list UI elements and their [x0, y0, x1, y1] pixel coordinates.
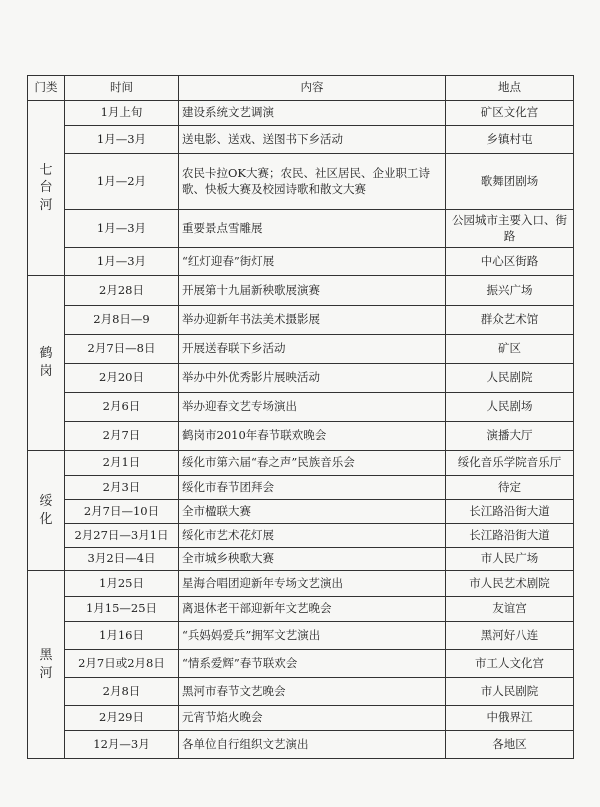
- venue-cell: 群众艺术馆: [446, 306, 574, 335]
- table-row: [28, 650, 574, 678]
- content-cell: 绥化市艺术花灯展: [179, 524, 446, 548]
- venue-cell: 黑河好八连: [446, 622, 574, 650]
- header-content: 内容: [179, 76, 446, 101]
- table-row: [28, 731, 574, 759]
- venue-cell: 市工人文化宫: [446, 650, 574, 678]
- time-cell: 1月—3月: [65, 126, 179, 154]
- time-cell: 2月6日: [65, 393, 179, 422]
- content-cell: 开展第十九届新秧歌展演赛: [179, 276, 446, 306]
- table-row: [28, 210, 574, 248]
- content-cell: 离退休老干部迎新年文艺晚会: [179, 597, 446, 622]
- table-row: [28, 335, 574, 364]
- content-cell: 举办迎春文艺专场演出: [179, 393, 446, 422]
- time-cell: 2月7日—10日: [65, 500, 179, 524]
- table-row: [28, 597, 574, 622]
- time-cell: 2月1日: [65, 451, 179, 476]
- time-cell: 1月15—25日: [65, 597, 179, 622]
- header-venue: 地点: [446, 76, 574, 101]
- time-cell: 1月上旬: [65, 101, 179, 126]
- content-cell: 农民卡拉OK大赛；农民、社区居民、企业职工诗歌、快板大赛及校园诗歌和散文大赛: [179, 154, 446, 210]
- time-cell: 2月20日: [65, 364, 179, 393]
- venue-cell: 各地区: [446, 731, 574, 759]
- time-cell: 2月29日: [65, 706, 179, 731]
- content-cell: 举办迎新年书法美术摄影展: [179, 306, 446, 335]
- table-row: [28, 571, 574, 597]
- time-cell: 2月7日—8日: [65, 335, 179, 364]
- time-cell: 12月—3月: [65, 731, 179, 759]
- table-body: [28, 101, 574, 759]
- table-row: [28, 622, 574, 650]
- table-row: [28, 422, 574, 451]
- content-cell: 绥化市第六届“春之声”民族音乐会: [179, 451, 446, 476]
- table-row: [28, 393, 574, 422]
- table-row: [28, 524, 574, 548]
- venue-cell: 待定: [446, 476, 574, 500]
- venue-cell: 人民剧院: [446, 364, 574, 393]
- venue-cell: 演播大厅: [446, 422, 574, 451]
- venue-cell: 绥化音乐学院音乐厅: [446, 451, 574, 476]
- table-row: [28, 306, 574, 335]
- venue-cell: 市人民艺术剧院: [446, 571, 574, 597]
- header-category: 门类: [28, 76, 65, 101]
- time-cell: 3月2日—4日: [65, 548, 179, 571]
- table-row: [28, 451, 574, 476]
- category-cell: 黑河: [28, 571, 65, 759]
- content-cell: 黑河市春节文艺晚会: [179, 678, 446, 706]
- time-cell: 2月8日: [65, 678, 179, 706]
- content-cell: 星海合唱团迎新年专场文艺演出: [179, 571, 446, 597]
- table-row: [28, 548, 574, 571]
- content-cell: 全市城乡秧歌大赛: [179, 548, 446, 571]
- venue-cell: 中俄界江: [446, 706, 574, 731]
- content-cell: 各单位自行组织文艺演出: [179, 731, 446, 759]
- venue-cell: 市人民广场: [446, 548, 574, 571]
- time-cell: 2月28日: [65, 276, 179, 306]
- header-row: [28, 76, 574, 101]
- time-cell: 1月25日: [65, 571, 179, 597]
- table-row: [28, 101, 574, 126]
- venue-cell: 市人民剧院: [446, 678, 574, 706]
- time-cell: 1月—3月: [65, 248, 179, 276]
- category-cell: 绥化: [28, 451, 65, 571]
- venue-cell: 矿区: [446, 335, 574, 364]
- table-row: [28, 276, 574, 306]
- venue-cell: 振兴广场: [446, 276, 574, 306]
- time-cell: 2月3日: [65, 476, 179, 500]
- content-cell: 全市楹联大赛: [179, 500, 446, 524]
- venue-cell: 歌舞团剧场: [446, 154, 574, 210]
- table-row: [28, 126, 574, 154]
- venue-cell: 公园城市主要入口、街路: [446, 210, 574, 248]
- category-cell: 七台河: [28, 101, 65, 276]
- content-cell: 建设系统文艺调演: [179, 101, 446, 126]
- content-cell: “情系爱辉”春节联欢会: [179, 650, 446, 678]
- content-cell: 元宵节焰火晚会: [179, 706, 446, 731]
- content-cell: 举办中外优秀影片展映活动: [179, 364, 446, 393]
- header-time: 时间: [65, 76, 179, 101]
- table-row: [28, 248, 574, 276]
- time-cell: 2月7日: [65, 422, 179, 451]
- content-cell: 绥化市春节团拜会: [179, 476, 446, 500]
- table-row: [28, 364, 574, 393]
- venue-cell: 人民剧场: [446, 393, 574, 422]
- table-row: [28, 154, 574, 210]
- content-cell: 开展送春联下乡活动: [179, 335, 446, 364]
- category-cell: 鹤岗: [28, 276, 65, 451]
- venue-cell: 矿区文化宫: [446, 101, 574, 126]
- schedule-table: [27, 75, 574, 759]
- content-cell: 鹤岗市2010年春节联欢晚会: [179, 422, 446, 451]
- venue-cell: 友谊宫: [446, 597, 574, 622]
- content-cell: “红灯迎春”街灯展: [179, 248, 446, 276]
- table-row: [28, 678, 574, 706]
- time-cell: 2月27日—3月1日: [65, 524, 179, 548]
- time-cell: 2月8日—9: [65, 306, 179, 335]
- table-row: [28, 706, 574, 731]
- content-cell: “兵妈妈爱兵”拥军文艺演出: [179, 622, 446, 650]
- time-cell: 1月16日: [65, 622, 179, 650]
- time-cell: 1月—3月: [65, 210, 179, 248]
- venue-cell: 长江路沿街大道: [446, 524, 574, 548]
- venue-cell: 长江路沿街大道: [446, 500, 574, 524]
- venue-cell: 乡镇村屯: [446, 126, 574, 154]
- time-cell: 1月—2月: [65, 154, 179, 210]
- table-row: [28, 500, 574, 524]
- content-cell: 送电影、送戏、送图书下乡活动: [179, 126, 446, 154]
- table-row: [28, 476, 574, 500]
- time-cell: 2月7日或2月8日: [65, 650, 179, 678]
- venue-cell: 中心区街路: [446, 248, 574, 276]
- content-cell: 重要景点雪雕展: [179, 210, 446, 248]
